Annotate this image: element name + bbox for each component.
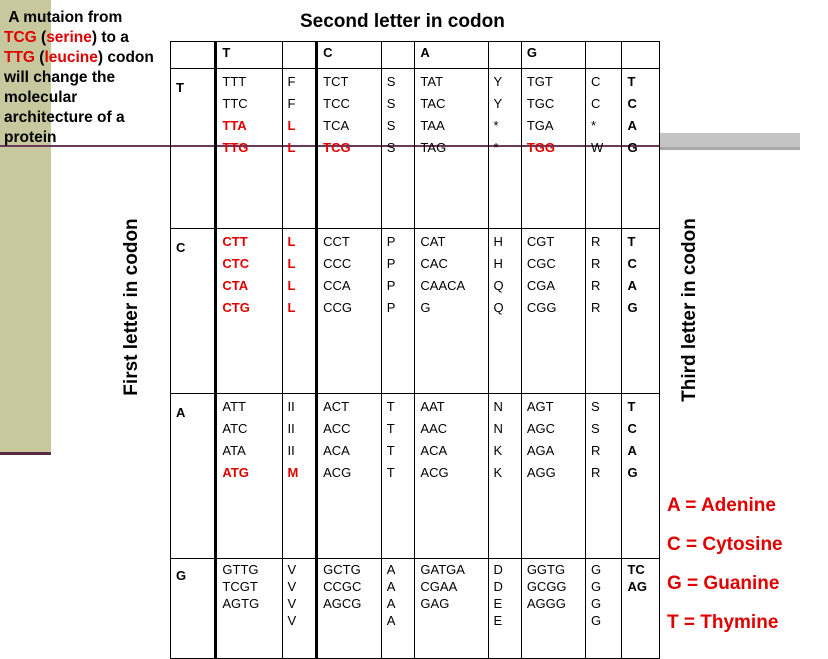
amino-acid-cell	[586, 229, 622, 394]
cell-value: CAC	[420, 256, 448, 271]
note-codon-from: TCG	[4, 29, 37, 46]
cell-value: L	[287, 300, 296, 315]
amino-acid-cell	[488, 394, 521, 559]
cell-value: A	[386, 613, 396, 628]
codon-row-c	[171, 229, 660, 394]
legend-item: C = Cytosine	[667, 534, 783, 555]
cell-value: C	[627, 96, 637, 111]
codon-cell	[415, 229, 488, 394]
cell-value: G	[420, 300, 431, 315]
header-cell	[282, 42, 317, 69]
third-letter-cell	[622, 394, 660, 559]
codon-cell	[216, 559, 282, 659]
cell-value: II	[287, 399, 295, 414]
header-cell	[381, 42, 415, 69]
amino-acid-cell	[586, 69, 622, 229]
amino-acid-cell	[586, 394, 622, 559]
cell-value: T	[627, 399, 636, 414]
header-cell	[488, 42, 521, 69]
cell-value: CAT	[420, 234, 446, 249]
cell-value: ACT	[323, 399, 350, 414]
cell-value: G	[591, 562, 602, 577]
cell-value: ACA	[323, 443, 350, 458]
cell-value: A	[386, 596, 396, 611]
third-letter-cell	[622, 69, 660, 229]
cell-value: C	[591, 96, 601, 111]
header-cell	[171, 42, 216, 69]
cell-value: H	[493, 256, 503, 271]
cell-value: C	[591, 74, 601, 89]
codon-cell	[521, 229, 585, 394]
header-cell: A	[415, 42, 488, 69]
codon-row-t	[171, 69, 660, 229]
cell-value: GTTG	[222, 562, 259, 577]
cell-value: CTT	[222, 234, 248, 249]
cell-value: L	[287, 278, 296, 293]
cell-value: D	[493, 579, 503, 594]
cell-value: ACG	[323, 465, 352, 480]
cell-value: C	[627, 256, 637, 271]
cell-value: TTC	[222, 96, 248, 111]
cell-value: N	[493, 399, 503, 414]
note-rest: codon will change the molecular architecture of a protein	[4, 49, 154, 146]
amino-acid-cell	[381, 559, 415, 659]
third-letter-cell	[622, 559, 660, 659]
third-letter-cell	[622, 229, 660, 394]
amino-acid-cell	[282, 559, 317, 659]
legend-item: G = Guanine	[667, 573, 780, 594]
header-row	[171, 42, 660, 69]
codon-cell	[521, 69, 585, 229]
cell-value: CTC	[222, 256, 250, 271]
cell-value: S	[386, 74, 396, 89]
cell-value: P	[386, 278, 396, 293]
cell-value: GATGA	[420, 562, 465, 577]
cell-value: K	[493, 465, 503, 480]
amino-acid-cell	[282, 394, 317, 559]
amino-acid-cell	[282, 229, 317, 394]
cell-value: AGC	[526, 421, 555, 436]
cell-value: CCA	[323, 278, 351, 293]
cell-value: ATC	[222, 421, 248, 436]
cell-value: AGA	[526, 443, 555, 458]
amino-acid-cell	[488, 559, 521, 659]
cell-value: ATA	[222, 443, 246, 458]
note-aa-from: serine	[46, 29, 92, 46]
cell-value: G	[591, 579, 602, 594]
cell-value: F	[287, 74, 296, 89]
decorative-grey-bar	[660, 133, 800, 147]
cell-value: TCT	[323, 74, 349, 89]
note-to-a: to a	[101, 29, 129, 46]
cell-value: ATT	[222, 399, 246, 414]
cell-value: V	[287, 562, 297, 577]
cell-value: K	[493, 443, 503, 458]
cell-value: TAA	[420, 118, 445, 133]
cell-value: R	[591, 278, 601, 293]
cell-value: V	[287, 613, 297, 628]
sidebar-foot-line	[0, 452, 51, 455]
cell-value: Y	[493, 74, 503, 89]
cell-value: G	[627, 465, 638, 480]
codon-row-a	[171, 394, 660, 559]
cell-value: V	[287, 579, 297, 594]
cell-value: ATG	[222, 465, 249, 480]
cell-value: S	[591, 399, 600, 414]
codon-row-g	[171, 559, 660, 659]
cell-value: CCT	[323, 234, 350, 249]
cell-value: AAC	[420, 421, 448, 436]
cell-value: ACG	[420, 465, 449, 480]
cell-value: CCC	[323, 256, 352, 271]
cell-value: TAG	[420, 140, 447, 155]
note-aa-to: leucine	[44, 49, 98, 66]
note-codon-to: TTG	[4, 49, 35, 66]
cell-value: L	[287, 256, 296, 271]
cell-value: W	[591, 140, 604, 155]
first-letter-label: First letter in codon	[121, 218, 142, 396]
first-letter-cell: T	[171, 69, 216, 229]
cell-value: CTA	[222, 278, 249, 293]
amino-acid-cell	[282, 69, 317, 229]
cell-value: R	[591, 300, 601, 315]
codon-cell	[216, 394, 282, 559]
cell-value: AGG	[526, 465, 556, 480]
cell-value: TCGT	[222, 579, 258, 594]
cell-value: AGCG	[323, 596, 362, 611]
cell-value: E	[493, 613, 503, 628]
cell-value: P	[386, 300, 396, 315]
cell-value: GAG	[420, 596, 450, 611]
codon-cell	[317, 559, 382, 659]
note-line1: A mutaion from	[8, 9, 123, 26]
codon-cell	[317, 229, 382, 394]
codon-table	[170, 41, 660, 659]
header-cell	[622, 42, 660, 69]
codon-cell	[415, 394, 488, 559]
codon-cell	[521, 559, 585, 659]
cell-value: TTG	[222, 140, 249, 155]
cell-value: S	[386, 140, 396, 155]
cell-value: Q	[493, 300, 504, 315]
cell-value: D	[493, 562, 503, 577]
cell-value: C	[627, 421, 637, 436]
cell-value: TTA	[222, 118, 247, 133]
cell-value: CGA	[526, 278, 555, 293]
cell-value: Y	[493, 96, 503, 111]
base-legend	[667, 486, 783, 642]
cell-value: A	[386, 562, 396, 577]
amino-acid-cell	[488, 69, 521, 229]
cell-value: AG	[627, 579, 647, 594]
cell-value: *	[591, 118, 597, 133]
cell-value: *	[493, 118, 499, 133]
cell-value: GCGG	[526, 579, 567, 594]
cell-value: T	[386, 443, 395, 458]
cell-value: CGG	[526, 300, 557, 315]
codon-cell	[216, 69, 282, 229]
codon-cell	[415, 69, 488, 229]
cell-value: R	[591, 465, 601, 480]
cell-value: Q	[493, 278, 504, 293]
cell-value: N	[493, 421, 503, 436]
amino-acid-cell	[381, 229, 415, 394]
decorative-grey-bar-shadow	[660, 147, 800, 150]
cell-value: TTT	[222, 74, 247, 89]
cell-value: A	[627, 443, 637, 458]
header-cell: T	[216, 42, 282, 69]
cell-value: G	[591, 596, 602, 611]
cell-value: AGTG	[222, 596, 260, 611]
cell-value: L	[287, 118, 296, 133]
amino-acid-cell	[381, 394, 415, 559]
table-title: Second letter in codon	[300, 11, 505, 32]
cell-value: H	[493, 234, 503, 249]
mutation-note: A mutaion from TCG (serine) to a TTG (leucine) codon will change the molecular architecture of a protein	[4, 9, 154, 146]
cell-value: ACC	[323, 421, 351, 436]
cell-value: A	[386, 579, 396, 594]
amino-acid-cell	[586, 559, 622, 659]
cell-value: T	[627, 74, 636, 89]
cell-value: AGT	[526, 399, 554, 414]
cell-value: CGAA	[420, 579, 458, 594]
cell-value: R	[591, 234, 601, 249]
cell-value: T	[386, 465, 395, 480]
codon-cell	[521, 394, 585, 559]
cell-value: A	[627, 118, 637, 133]
cell-value: G	[591, 613, 602, 628]
cell-value: L	[287, 234, 296, 249]
cell-value: P	[386, 234, 396, 249]
cell-value: TGT	[526, 74, 553, 89]
cell-value: CCG	[323, 300, 353, 315]
cell-value: TGC	[526, 96, 555, 111]
cell-value: R	[591, 443, 601, 458]
first-letter-cell: C	[171, 229, 216, 394]
cell-value: II	[287, 421, 295, 436]
codon-cell	[317, 394, 382, 559]
cell-value: TCC	[323, 96, 350, 111]
cell-value: AGGG	[526, 596, 566, 611]
cell-value: *	[493, 140, 499, 155]
cell-value: GCTG	[323, 562, 361, 577]
cell-value: T	[386, 421, 395, 436]
cell-value: TGG	[526, 140, 555, 155]
cell-value: CTG	[222, 300, 250, 315]
cell-value: TAC	[420, 96, 446, 111]
cell-value: TAT	[420, 74, 444, 89]
third-letter-label: Third letter in codon	[679, 218, 700, 402]
cell-value: II	[287, 443, 295, 458]
amino-acid-cell	[488, 229, 521, 394]
cell-value: V	[287, 596, 297, 611]
legend-item: T = Thymine	[667, 612, 779, 633]
cell-value: TCA	[323, 118, 350, 133]
header-cell	[586, 42, 622, 69]
cell-value: T	[386, 399, 395, 414]
codon-cell	[415, 559, 488, 659]
cell-value: M	[287, 465, 299, 480]
cell-value: AAT	[420, 399, 445, 414]
amino-acid-cell	[381, 69, 415, 229]
cell-value: S	[386, 96, 396, 111]
cell-value: TCG	[323, 140, 351, 155]
cell-value: CGT	[526, 234, 555, 249]
cell-value: GGTG	[526, 562, 566, 577]
cell-value: ACA	[420, 443, 448, 458]
cell-value: F	[287, 96, 296, 111]
cell-value: G	[627, 140, 638, 155]
cell-value: A	[627, 278, 637, 293]
cell-value: P	[386, 256, 396, 271]
header-cell: C	[317, 42, 382, 69]
cell-value: CAACA	[420, 278, 466, 293]
header-cell: G	[521, 42, 585, 69]
legend-item: A = Adenine	[667, 495, 776, 516]
codon-cell	[317, 69, 382, 229]
cell-value: TC	[627, 562, 645, 577]
cell-value: TGA	[526, 118, 554, 133]
cell-value: E	[493, 596, 503, 611]
cell-value: L	[287, 140, 296, 155]
first-letter-cell: G	[171, 559, 216, 659]
cell-value: S	[591, 421, 600, 436]
first-letter-cell: A	[171, 394, 216, 559]
codon-cell	[216, 229, 282, 394]
cell-value: CGC	[526, 256, 556, 271]
cell-value: S	[386, 118, 396, 133]
cell-value: T	[627, 234, 636, 249]
cell-value: R	[591, 256, 601, 271]
cell-value: G	[627, 300, 638, 315]
cell-value: CCGC	[323, 579, 362, 594]
